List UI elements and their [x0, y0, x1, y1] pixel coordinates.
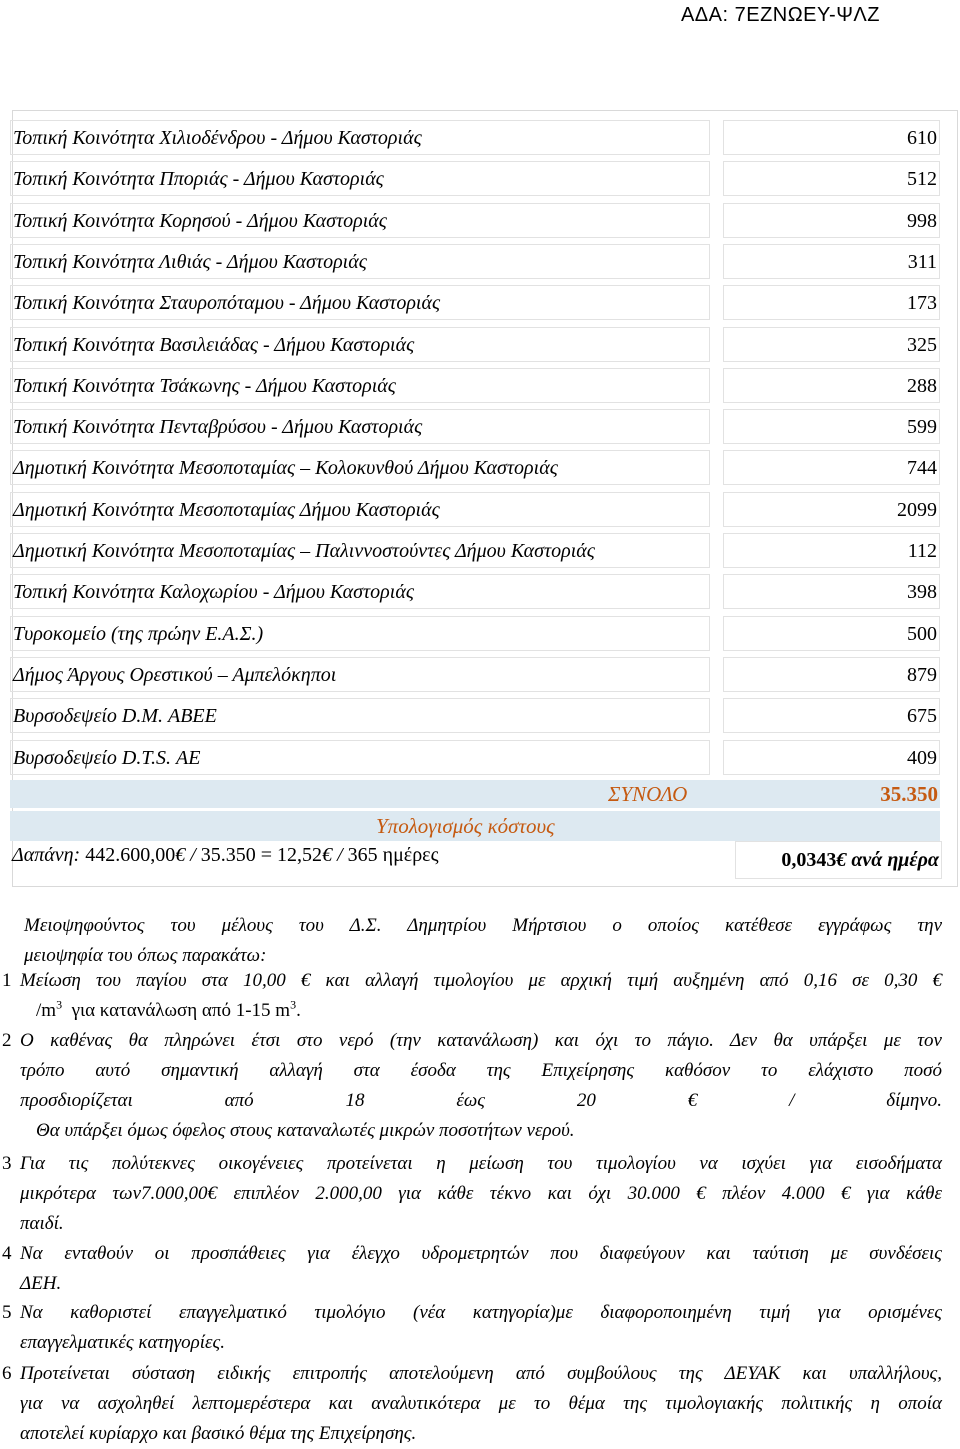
item-number: 6 — [2, 1363, 12, 1384]
entity-value: 610 — [723, 120, 940, 155]
item-line: Να καθοριστεί επαγγελματικό τιμολόγιο (νέα κατηγορία)με διαφοροποιημένη τιμή για ορισμένες — [20, 1302, 942, 1323]
entity-name: Βυρσοδεψείο D.T.S. ΑΕ — [10, 740, 710, 775]
document-code: ΑΔΑ: 7ΕΖΝΩΕΥ-ΨΛΖ — [680, 4, 880, 26]
table-row — [10, 450, 940, 485]
cost-division: 35.350 = 12,52 — [200, 844, 323, 866]
cost-amount: 442.600,00 — [85, 844, 176, 866]
table-row — [10, 574, 940, 609]
cost-calc-row — [10, 811, 940, 841]
entity-value: 675 — [723, 698, 940, 733]
item-number: 3 — [2, 1153, 12, 1174]
cost-result-value: 0,0343 — [781, 849, 837, 871]
entity-name: Δημοτική Κοινότητα Μεσοποταμίας Δήμου Καστοριάς — [10, 492, 710, 527]
table-row — [10, 492, 940, 527]
cost-days: 365 ημέρες — [347, 844, 439, 866]
entity-name: Τοπική Κοινότητα Σταυροπόταμου - Δήμου Καστοριάς — [10, 285, 710, 320]
entity-value: 398 — [723, 574, 940, 609]
item-line-units: $/m^3$ για κατανάλωση από 1-15 $m^3$. — [36, 997, 301, 1021]
entity-name: Τοπική Κοινότητα Πποριάς - Δήμου Καστοριάς — [10, 161, 710, 196]
entity-value: 2099 — [723, 492, 940, 527]
item-line: επαγγελματικές κατηγορίες. — [20, 1332, 225, 1353]
entity-value: 325 — [723, 327, 940, 362]
item-line: παιδί. — [20, 1213, 64, 1234]
table-row — [10, 285, 940, 320]
item-line: Για τις πολύτεκνες οικογένειες προτείνεται η μείωση του τιμολογίου να ισχύει για εισοδήματα — [20, 1153, 942, 1174]
entity-name: Τοπική Κοινότητα Πενταβρύσου - Δήμου Καστοριάς — [10, 409, 710, 444]
entity-name: Τοπική Κοινότητα Κορησού - Δήμου Καστοριάς — [10, 203, 710, 238]
cost-calc-title: Υπολογισμός κόστους — [376, 814, 555, 838]
item-number: 1 — [2, 970, 12, 991]
cost-formula — [12, 844, 439, 867]
entity-value: 311 — [723, 244, 940, 279]
entity-name: Τοπική Κοινότητα Καλοχωρίου - Δήμου Καστοριάς — [10, 574, 710, 609]
item-line: αποτελεί κυρίαρχο και βασικό θέμα της Επιχείρησης. — [20, 1423, 417, 1444]
table-row — [10, 203, 940, 238]
table-row — [10, 120, 940, 155]
entity-value: 409 — [723, 740, 940, 775]
table-row — [10, 740, 940, 775]
entity-value: 112 — [723, 533, 940, 568]
table-row — [10, 161, 940, 196]
entity-name: Βυρσοδεψείο D.M. ΑΒΕΕ — [10, 698, 710, 733]
table-row — [10, 368, 940, 403]
cost-prefix: Δαπάνη: — [12, 844, 86, 866]
item-line: Ο καθένας θα πληρώνει έτσι στο νερό (την κατανάλωση) και όχι το πάγιο. Δεν θα υπάρξει με τον — [20, 1030, 942, 1051]
entity-name: Τοπική Κοινότητα Λιθιάς - Δήμου Καστοριάς — [10, 244, 710, 279]
cost-sep-1: € / — [175, 844, 201, 866]
intro-line-1: Μειοψηφούντος του μέλους του Δ.Σ. Δημητρίου Μήρτσιου ο οποίος κατέθεσε εγγράφως την — [24, 915, 942, 936]
entity-value: 173 — [723, 285, 940, 320]
entity-name: Δήμος Άργους Ορεστικού – Αμπελόκηποι — [10, 657, 710, 692]
entity-value: 998 — [723, 203, 940, 238]
item-number: 4 — [2, 1243, 12, 1264]
entity-value: 599 — [723, 409, 940, 444]
entity-value: 879 — [723, 657, 940, 692]
intro-line-2: μειοψηφία του όπως παρακάτω: — [24, 945, 267, 966]
item-line: τρόπο αυτό σημαντική αλλαγή στα έσοδα της Επιχείρησης καθόσον το ελάχιστο ποσό — [20, 1060, 942, 1081]
entity-name: Δημοτική Κοινότητα Μεσοποταμίας – Παλιννοστούντες Δήμου Καστοριάς — [10, 533, 710, 568]
table-row — [10, 616, 940, 651]
entity-name: Τοπική Κοινότητα Βασιλειάδας - Δήμου Καστοριάς — [10, 327, 710, 362]
total-value: 35.350 — [880, 782, 938, 806]
table-row — [10, 698, 940, 733]
item-line: για να ασχοληθεί λεπτομερέστερα και αναλυτικότερα με το θέμα της τιμολογιακής πολιτικής η οποία — [20, 1393, 942, 1414]
item-line: Θα υπάρξει όμως όφελος στους καταναλωτές μικρών ποσοτήτων νερού. — [36, 1120, 575, 1141]
table-row — [10, 327, 940, 362]
item-line: μικρότερα των7.000,00€ επιπλέον 2.000,00 για κάθε τέκνο και όχι 30.000 € πλέον 4.000 € για κάθε — [20, 1183, 942, 1204]
item-number: 5 — [2, 1302, 12, 1323]
entity-value: 500 — [723, 616, 940, 651]
table-row — [10, 244, 940, 279]
cost-sep-2: € / — [322, 844, 348, 866]
table-row — [10, 409, 940, 444]
item-line: Να ενταθούν οι προσπάθειες για έλεγχο υδρομετρητών που διαφεύγουν και ταύτιση με συνδέσεις — [20, 1243, 942, 1264]
cost-result-unit: € ανά ημέρα — [836, 849, 939, 871]
entity-value: 512 — [723, 161, 940, 196]
item-line: ΔΕΗ. — [20, 1273, 62, 1294]
entity-name: Τοπική Κοινότητα Τσάκωνης - Δήμου Καστοριάς — [10, 368, 710, 403]
item-line: προσδιορίζεται από 18 έως 20 € / δίμηνο. — [20, 1090, 942, 1111]
total-label: ΣΥΝΟΛΟ — [608, 782, 688, 806]
table-row — [10, 657, 940, 692]
total-row — [10, 780, 940, 808]
table-row — [10, 533, 940, 568]
item-line: Προτείνεται σύσταση ειδικής επιτροπής αποτελούμενη από συμβούλους της ΔΕΥΑΚ και υπαλλήλους, — [20, 1363, 942, 1384]
entity-value: 288 — [723, 368, 940, 403]
cost-result — [735, 841, 942, 879]
entity-name: Τοπική Κοινότητα Χιλιοδένδρου - Δήμου Καστοριάς — [10, 120, 710, 155]
entity-name: Τυροκομείο (της πρώην Ε.Α.Σ.) — [10, 616, 710, 651]
entity-value: 744 — [723, 450, 940, 485]
entity-name: Δημοτική Κοινότητα Μεσοποταμίας – Κολοκυνθού Δήμου Καστοριάς — [10, 450, 710, 485]
item-line: Μείωση του παγίου στα 10,00 € και αλλαγή τιμολογίου με αρχική τιμή αυξημένη από 0,16 σε 0,30 € — [20, 970, 942, 991]
item-number: 2 — [2, 1030, 12, 1051]
